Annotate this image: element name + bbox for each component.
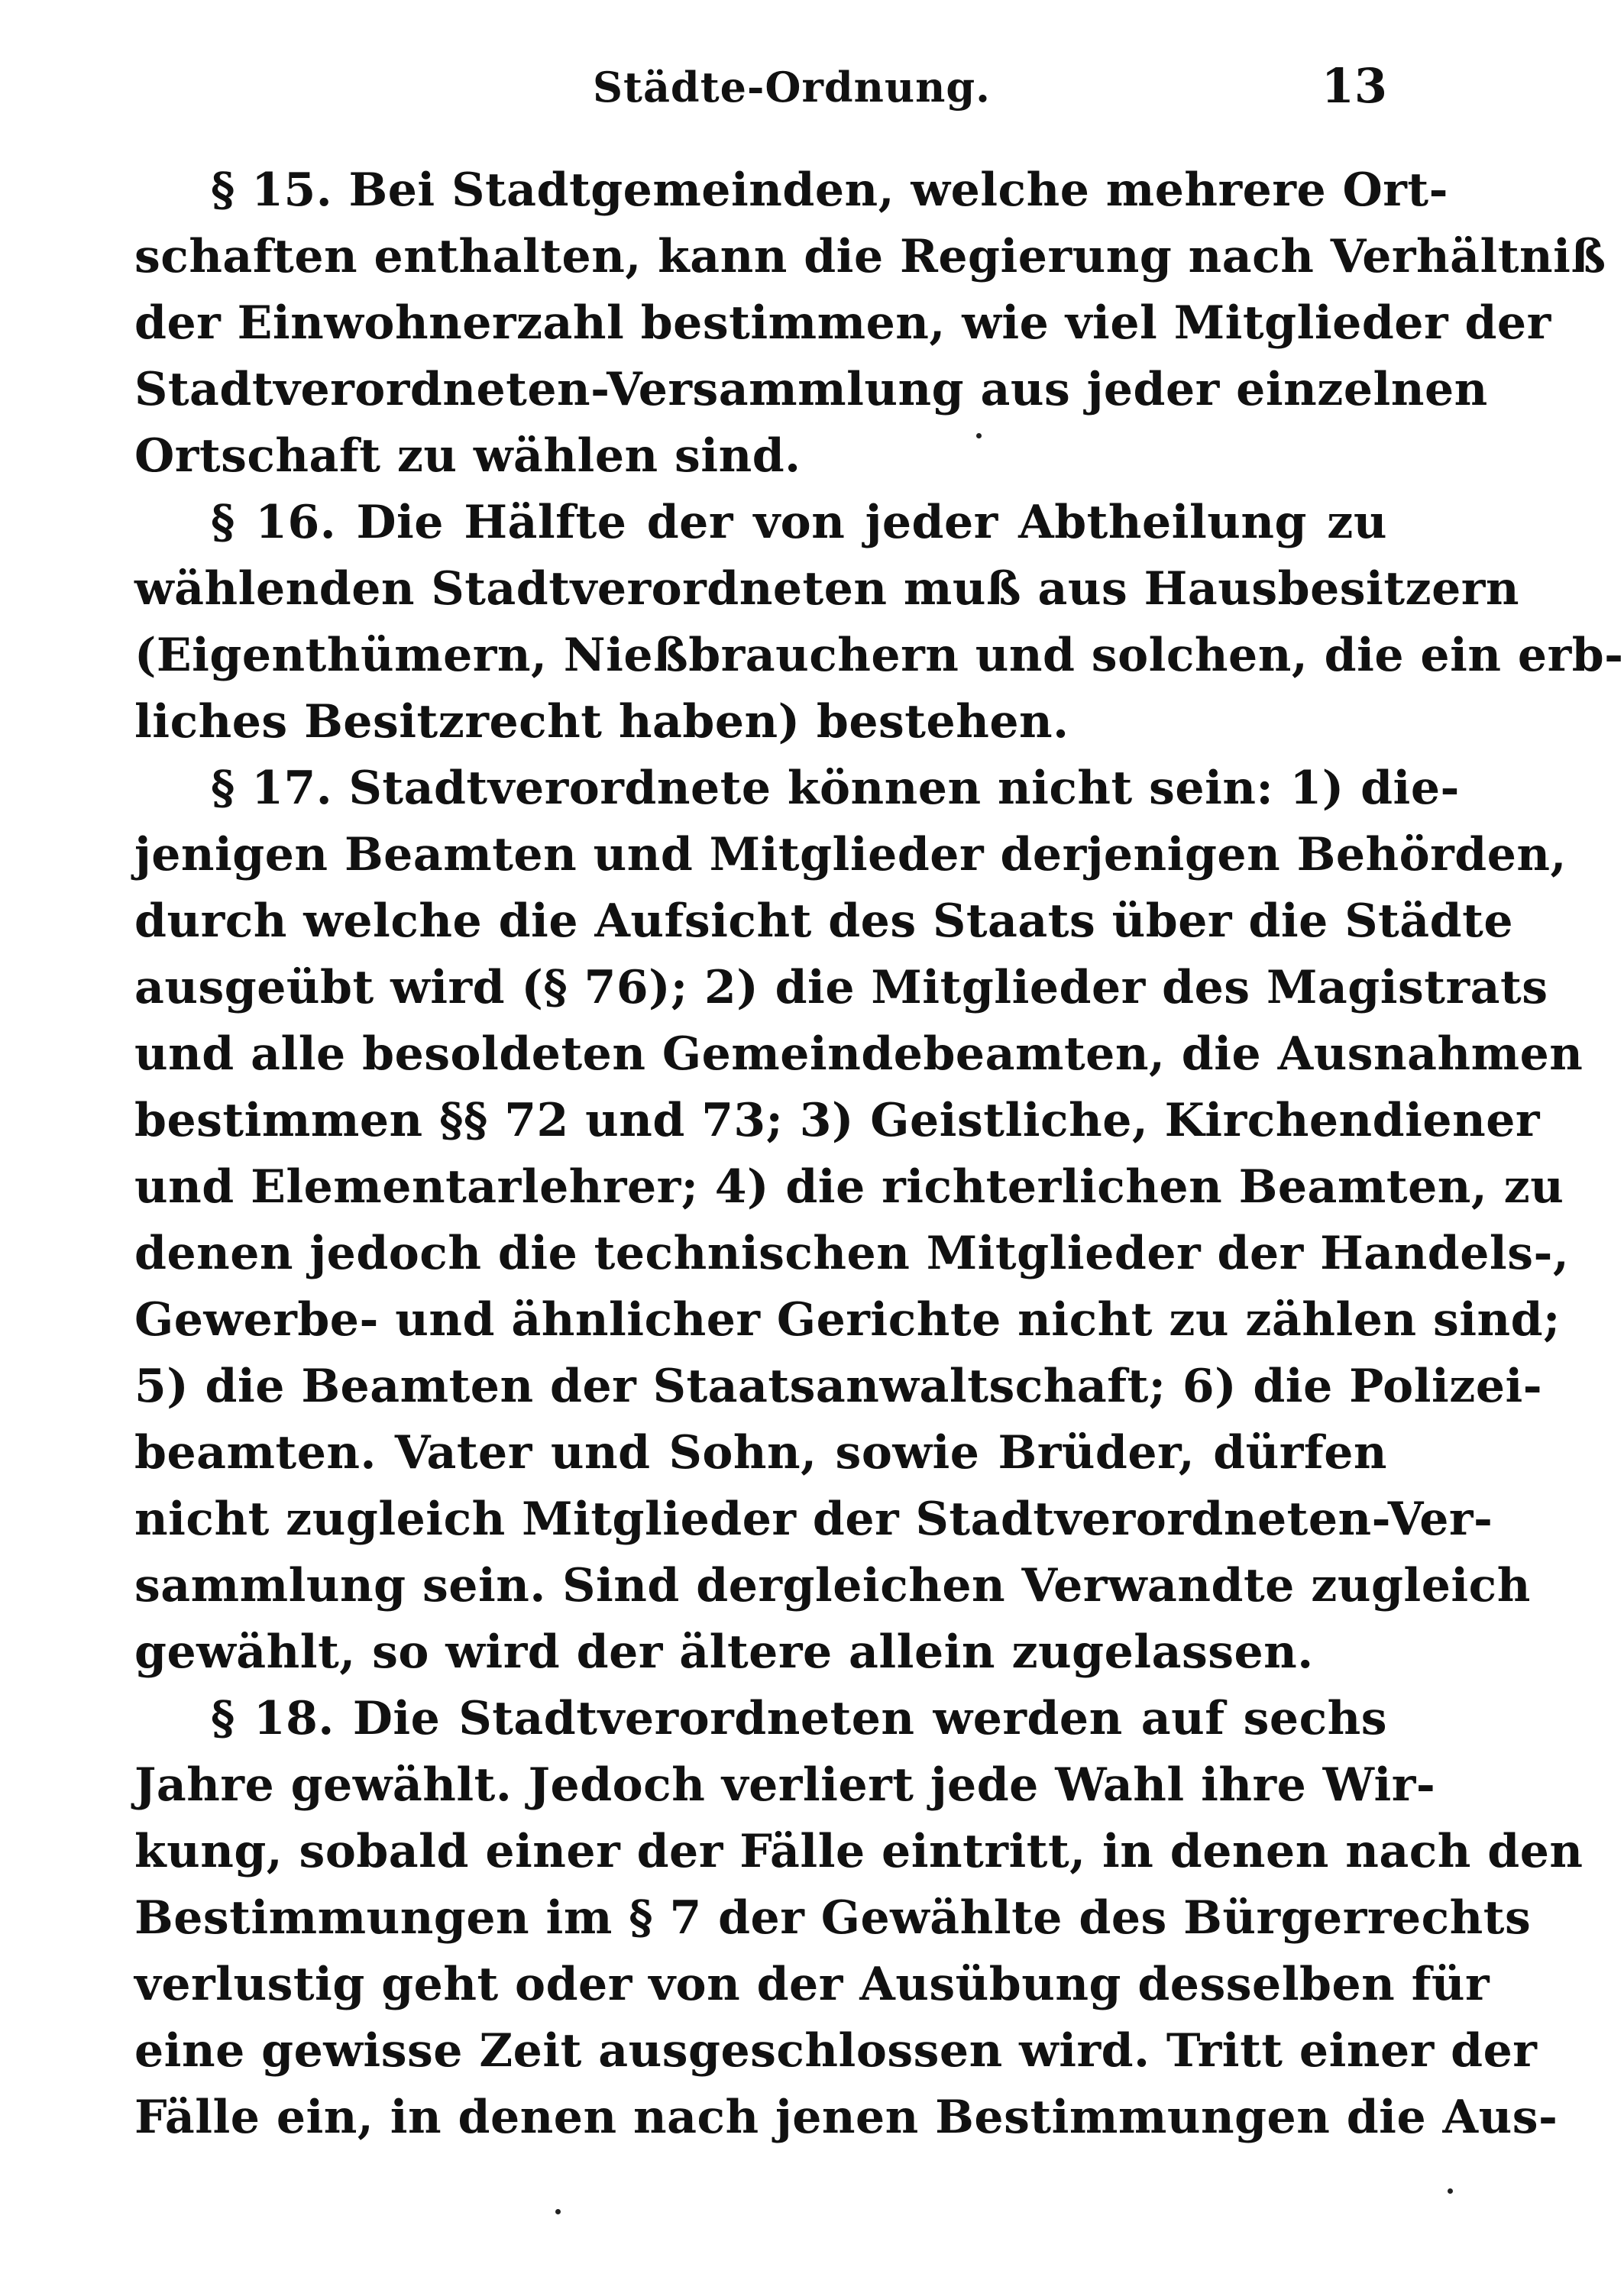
text-line: der Einwohnerzahl bestimmen, wie viel Mitglieder der — [134, 296, 1551, 350]
print-speck — [555, 2209, 561, 2214]
text-line: Gewerbe- und ähnlicher Gerichte nicht zu zählen sind; — [134, 1293, 1561, 1347]
running-title: Städte-Ordnung. — [593, 63, 991, 112]
text-line: Bestimmungen im § 7 der Gewählte des Bürgerrechts — [134, 1891, 1532, 1945]
text-line: denen jedoch die technischen Mitglieder der Handels-, — [134, 1227, 1570, 1280]
text-line: Fälle ein, in denen nach jenen Bestimmungen die Aus- — [134, 2091, 1558, 2144]
text-line: § 15. Bei Stadtgemeinden, welche mehrere Ort- — [211, 163, 1448, 217]
text-line: jenigen Beamten und Mitglieder derjenigen Behörden, — [134, 828, 1567, 881]
text-line: § 16. Die Hälfte der von jeder Abtheilung zu — [211, 496, 1387, 549]
print-speck — [1448, 2188, 1453, 2194]
text-line: Jahre gewählt. Jedoch verliert jede Wahl ihre Wir- — [134, 1758, 1436, 1812]
text-line: sammlung sein. Sind dergleichen Verwandte zugleich — [134, 1559, 1531, 1612]
text-line: durch welche die Aufsicht des Staats über die Städte — [134, 894, 1513, 948]
text-line: wählenden Stadtverordneten muß aus Hausbesitzern — [134, 562, 1520, 616]
text-line: beamten. Vater und Sohn, sowie Brüder, dürfen — [134, 1426, 1387, 1480]
text-line: schaften enthalten, kann die Regierung nach Verhältniß — [134, 230, 1606, 283]
print-speck — [976, 433, 982, 438]
body-text — [134, 157, 1624, 2151]
text-line: kung, sobald einer der Fälle eintritt, in denen nach den — [134, 1825, 1584, 1878]
text-line: § 17. Stadtverordnete können nicht sein: 1) die- — [211, 762, 1460, 815]
text-line: Stadtverordneten-Versammlung aus jeder einzelnen — [134, 363, 1488, 416]
text-line: bestimmen §§ 72 und 73; 3) Geistliche, Kirchendiener — [134, 1094, 1540, 1147]
text-line: nicht zugleich Mitglieder der Stadtverordneten-Ver- — [134, 1493, 1493, 1546]
text-line: ausgeübt wird (§ 76); 2) die Mitglieder des Magistrats — [134, 961, 1548, 1014]
text-line: eine gewisse Zeit ausgeschlossen wird. Tritt einer der — [134, 2024, 1538, 2078]
text-line: verlustig geht oder von der Ausübung desselben für — [134, 1958, 1490, 2011]
page-header — [134, 58, 1387, 131]
text-line: und alle besoldeten Gemeindebeamten, die Ausnahmen — [134, 1027, 1584, 1081]
text-line: Ortschaft zu wählen sind. — [134, 429, 801, 483]
text-line: § 18. Die Stadtverordneten werden auf sechs — [211, 1692, 1387, 1745]
page-number: 13 — [1321, 58, 1387, 114]
text-line: (Eigenthümern, Nießbrauchern und solchen, die ein erb- — [134, 629, 1624, 682]
text-line: und Elementarlehrer; 4) die richterlichen Beamten, zu — [134, 1160, 1564, 1214]
text-line: gewählt, so wird der ältere allein zugelassen. — [134, 1625, 1314, 1679]
text-line: 5) die Beamten der Staatsanwaltschaft; 6) die Polizei- — [134, 1360, 1543, 1413]
text-line: liches Besitzrecht haben) bestehen. — [134, 695, 1069, 749]
